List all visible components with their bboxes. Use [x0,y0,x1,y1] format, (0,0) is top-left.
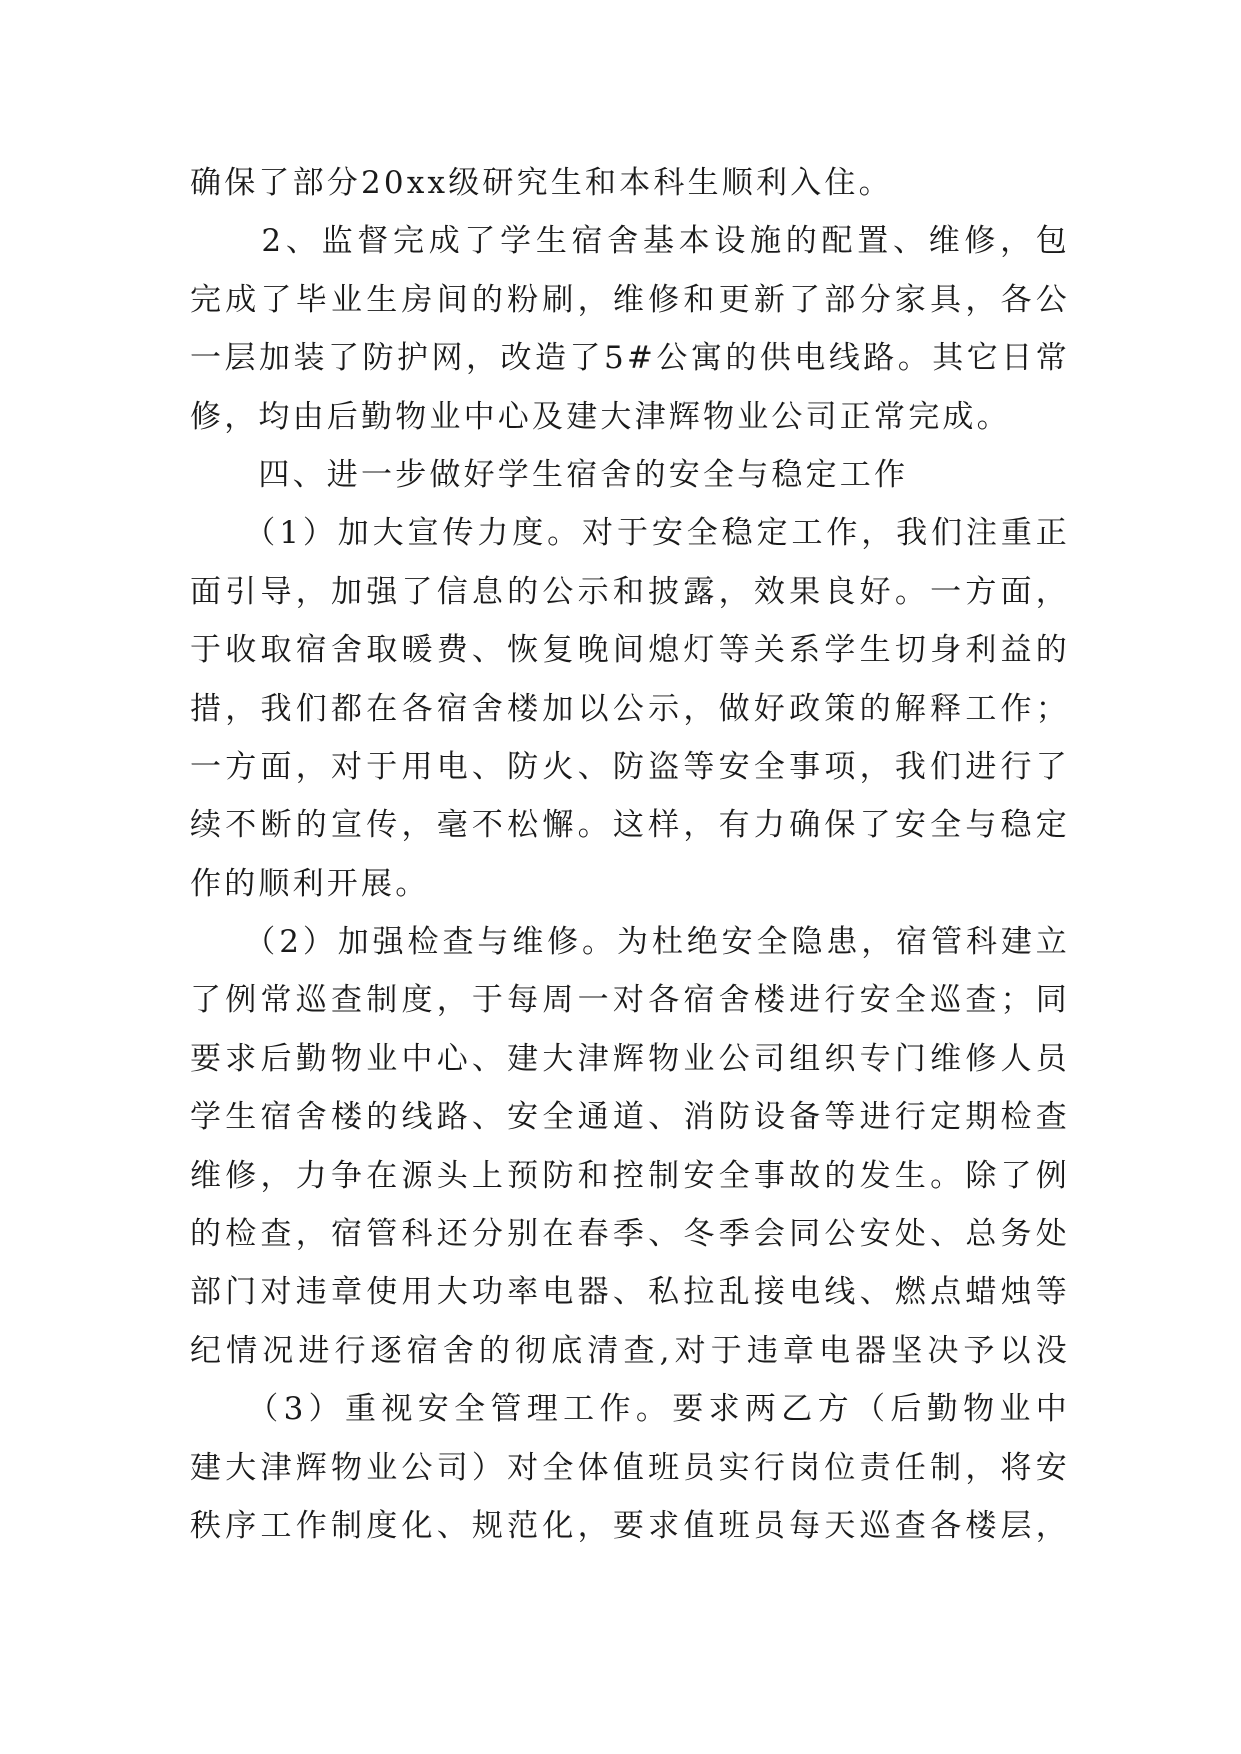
text-line: 秩序工作制度化、规范化，要求值班员每天巡查各楼层， [190,1507,1070,1544]
text-line: 的检查，宿管科还分别在春季、冬季会同公安处、总务处 [190,1216,1070,1253]
text-line: 部门对违章使用大功率电器、私拉乱接电线、燃点蜡烛等 [190,1274,1070,1311]
text-line: 要求后勤物业中心、建大津辉物业公司组织专门维修人员 [190,1040,1070,1077]
text-line: 一方面，对于用电、防火、防盗等安全事项，我们进行了 [190,748,1070,785]
text-line: 了例常巡查制度，于每周一对各宿舍楼进行安全巡查；同 [190,982,1070,1019]
text-line: （3）重视安全管理工作。要求两乙方（后勤物业中 [262,1391,1070,1428]
text-line: 一层加装了防护网，改造了5#公寓的供电线路。其它日常 [190,340,1070,377]
text-line: 措，我们都在各宿舍楼加以公示，做好政策的解释工作； [190,690,1070,727]
body-text [190,154,1070,1555]
text-line: 作的顺利开展。 [190,865,430,902]
text-line: （1）加大宣传力度。对于安全稳定工作，我们注重正 [190,515,1070,552]
text-line: 纪情况进行逐宿舍的彻底清查,对于违章电器坚决予以没 [190,1332,1070,1369]
text-line: 确保了部分20xx级研究生和本科生顺利入住。 [190,165,893,201]
text-line: 完成了毕业生房间的粉刷，维修和更新了部分家具，各公 [190,281,1070,318]
text-line: 续不断的宣传，毫不松懈。这样，有力确保了安全与稳定 [190,807,1070,844]
text-line: 修，均由后勤物业中心及建大津辉物业公司正常完成。 [190,398,1011,435]
text-line: 于收取宿舍取暖费、恢复晚间熄灯等关系学生切身利益的 [190,632,1070,669]
text-line: 2、监督完成了学生宿舍基本设施的配置、维修，包 [261,223,1070,260]
text-line: 学生宿舍楼的线路、安全通道、消防设备等进行定期检查 [190,1099,1070,1136]
section-heading: 四、进一步做好学生宿舍的安全与稳定工作 [190,456,909,493]
text-line: （2）加强检查与维修。为杜绝安全隐患，宿管科建立 [190,924,1070,961]
text-line: 建大津辉物业公司）对全体值班员实行岗位责任制，将安 [190,1449,1070,1486]
text-line: 面引导，加强了信息的公示和披露，效果良好。一方面， [190,573,1070,610]
text-line: 维修，力争在源头上预防和控制安全事故的发生。除了例 [190,1157,1070,1194]
